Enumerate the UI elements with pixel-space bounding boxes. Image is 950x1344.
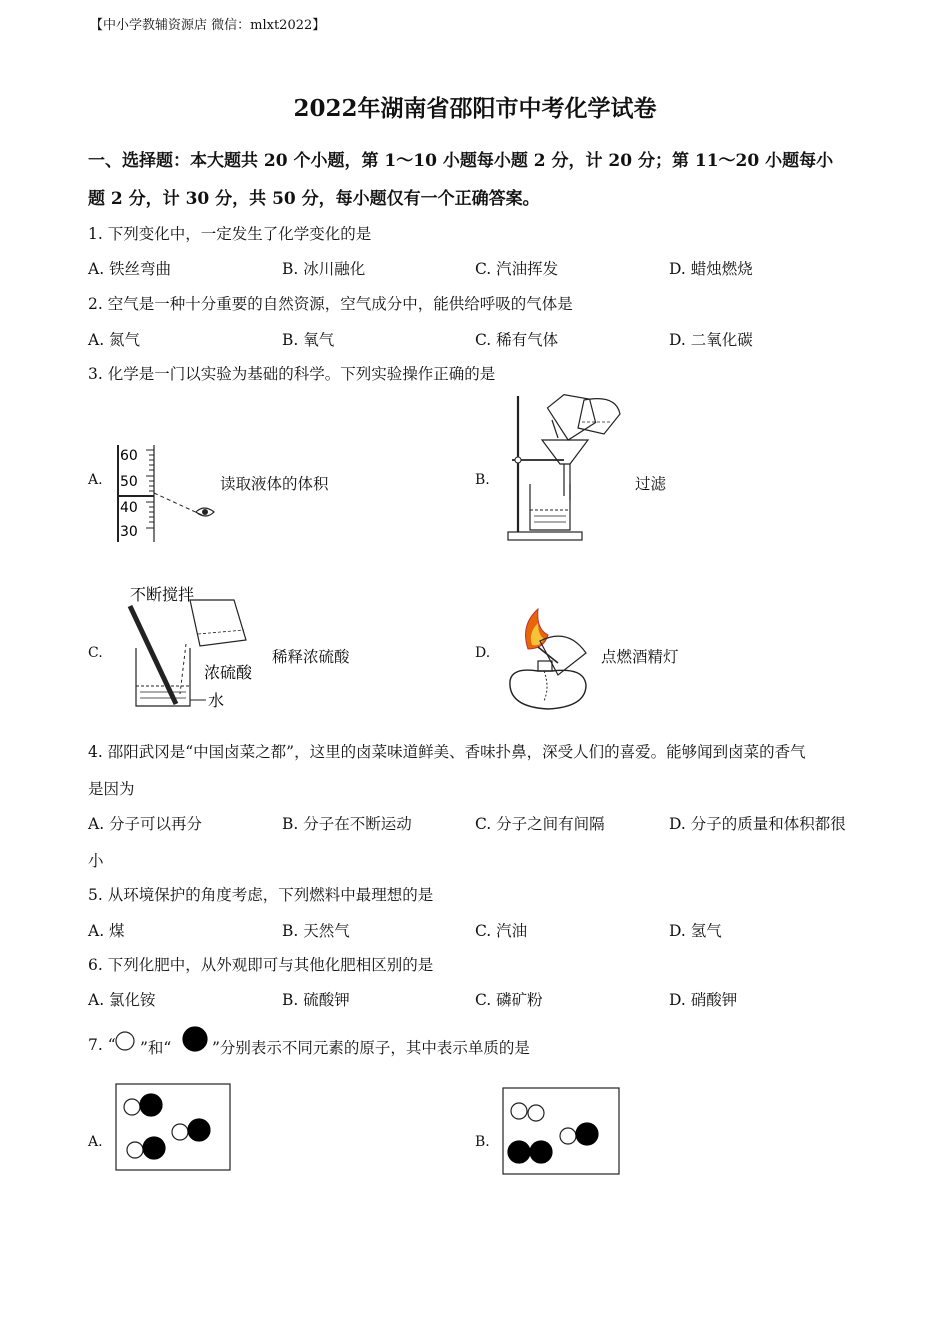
question-7-stem-part3: ”分别表示不同元素的原子，其中表示单质的是 <box>212 1039 530 1057</box>
section-heading-line2: 题 2 分，计 30 分，共 50 分，每小题仅有一个正确答案。 <box>88 189 540 209</box>
question-5-option-a[interactable]: A. 煤 <box>88 922 125 940</box>
flame-icon <box>526 609 548 649</box>
question-6-stem: 6. 下列化肥中，从外观即可与其他化肥相区别的是 <box>88 956 434 974</box>
question-3-option-a-letter[interactable]: A. <box>88 472 103 488</box>
question-3-option-b-caption[interactable]: 过滤 <box>635 475 667 493</box>
question-2-option-a[interactable]: A. 氮气 <box>88 331 141 349</box>
white-atom-icon <box>114 1030 136 1052</box>
question-1-option-c[interactable]: C. 汽油挥发 <box>475 260 559 278</box>
question-3-option-d-letter[interactable]: D. <box>475 645 491 661</box>
question-3-option-d-caption[interactable]: 点燃酒精灯 <box>601 648 679 666</box>
question-6-option-c[interactable]: C. 磷矿粉 <box>475 991 543 1009</box>
question-1-option-d[interactable]: D. 蜡烛燃烧 <box>669 260 753 278</box>
question-3-option-c-caption[interactable]: 稀释浓硫酸 <box>272 648 350 666</box>
question-6-option-b[interactable]: B. 硫酸钾 <box>282 991 350 1009</box>
question-5-option-c[interactable]: C. 汽油 <box>475 922 528 940</box>
label-water: 水 <box>208 691 225 710</box>
question-3-option-c-letter[interactable]: C. <box>88 645 103 661</box>
cylinder-tick-30: 30 <box>120 524 138 540</box>
question-5-option-b[interactable]: B. 天然气 <box>282 922 350 940</box>
question-1-option-a[interactable]: A. 铁丝弯曲 <box>88 260 172 278</box>
question-7-option-b-letter[interactable]: B. <box>475 1134 490 1150</box>
question-2-option-b[interactable]: B. 氧气 <box>282 331 335 349</box>
cylinder-tick-50: 50 <box>120 474 138 490</box>
question-6-option-d[interactable]: D. 硝酸钾 <box>669 991 738 1009</box>
label-conc-acid: 浓硫酸 <box>204 663 253 682</box>
question-2-stem: 2. 空气是一种十分重要的自然资源，空气成分中，能供给呼吸的气体是 <box>88 295 573 313</box>
molecule-box-b[interactable] <box>502 1087 622 1177</box>
question-3-stem: 3. 化学是一门以实验为基础的科学。下列实验操作正确的是 <box>88 365 496 383</box>
question-4-option-c[interactable]: C. 分子之间有间隔 <box>475 815 605 833</box>
question-4-option-a[interactable]: A. 分子可以再分 <box>88 815 203 833</box>
question-4-option-d[interactable]: D. 分子的质量和体积都很 <box>669 815 846 833</box>
cylinder-tick-60: 60 <box>120 448 138 464</box>
molecule-box-a[interactable] <box>115 1083 233 1173</box>
question-5-option-d[interactable]: D. 氢气 <box>669 922 722 940</box>
question-7-option-a-letter[interactable]: A. <box>88 1134 103 1150</box>
page-title: 2022年湖南省邵阳市中考化学试卷 <box>293 95 657 122</box>
graduated-cylinder-diagram <box>110 440 220 545</box>
page-header: 【中小学教辅资源店 微信：mlxt2022】 <box>90 18 326 33</box>
question-4-stem-line2: 是因为 <box>88 780 135 798</box>
question-4-stem-line1: 4. 邵阳武冈是“中国卤菜之都”，这里的卤菜味道鲜美、香味扑鼻，深受人们的喜爱。能够闻到卤菜的香气 <box>88 743 806 761</box>
question-5-stem: 5. 从环境保护的角度考虑，下列燃料中最理想的是 <box>88 886 434 904</box>
question-1-option-b[interactable]: B. 冰川融化 <box>282 260 366 278</box>
label-stir: 不断搅拌 <box>130 585 195 604</box>
question-4-option-b[interactable]: B. 分子在不断运动 <box>282 815 412 833</box>
question-1-stem: 1. 下列变化中，一定发生了化学变化的是 <box>88 225 372 243</box>
section-heading-line1: 一、选择题：本大题共 20 个小题，第 1～10 小题每小题 2 分，计 20 分；第 11～20 小题每小 <box>88 151 834 171</box>
filtration-apparatus-diagram <box>500 392 630 544</box>
dilute-acid-diagram <box>118 582 268 714</box>
question-2-option-c[interactable]: C. 稀有气体 <box>475 331 559 349</box>
black-atom-icon <box>181 1025 209 1053</box>
pouring-beaker <box>543 392 620 444</box>
question-6-option-a[interactable]: A. 氯化铵 <box>88 991 156 1009</box>
eye-icon <box>196 508 214 516</box>
alcohol-lamp-diagram <box>498 605 598 717</box>
question-3-option-a-caption[interactable]: 读取液体的体积 <box>220 475 329 493</box>
question-2-option-d[interactable]: D. 二氧化碳 <box>669 331 753 349</box>
question-3-option-b-letter[interactable]: B. <box>475 472 490 488</box>
question-7-stem-part2: ”和“ <box>140 1039 172 1057</box>
cylinder-tick-40: 40 <box>120 500 138 516</box>
question-4-option-d-wrap: 小 <box>88 852 104 870</box>
question-7-stem-part1: 7. “ <box>88 1036 116 1054</box>
